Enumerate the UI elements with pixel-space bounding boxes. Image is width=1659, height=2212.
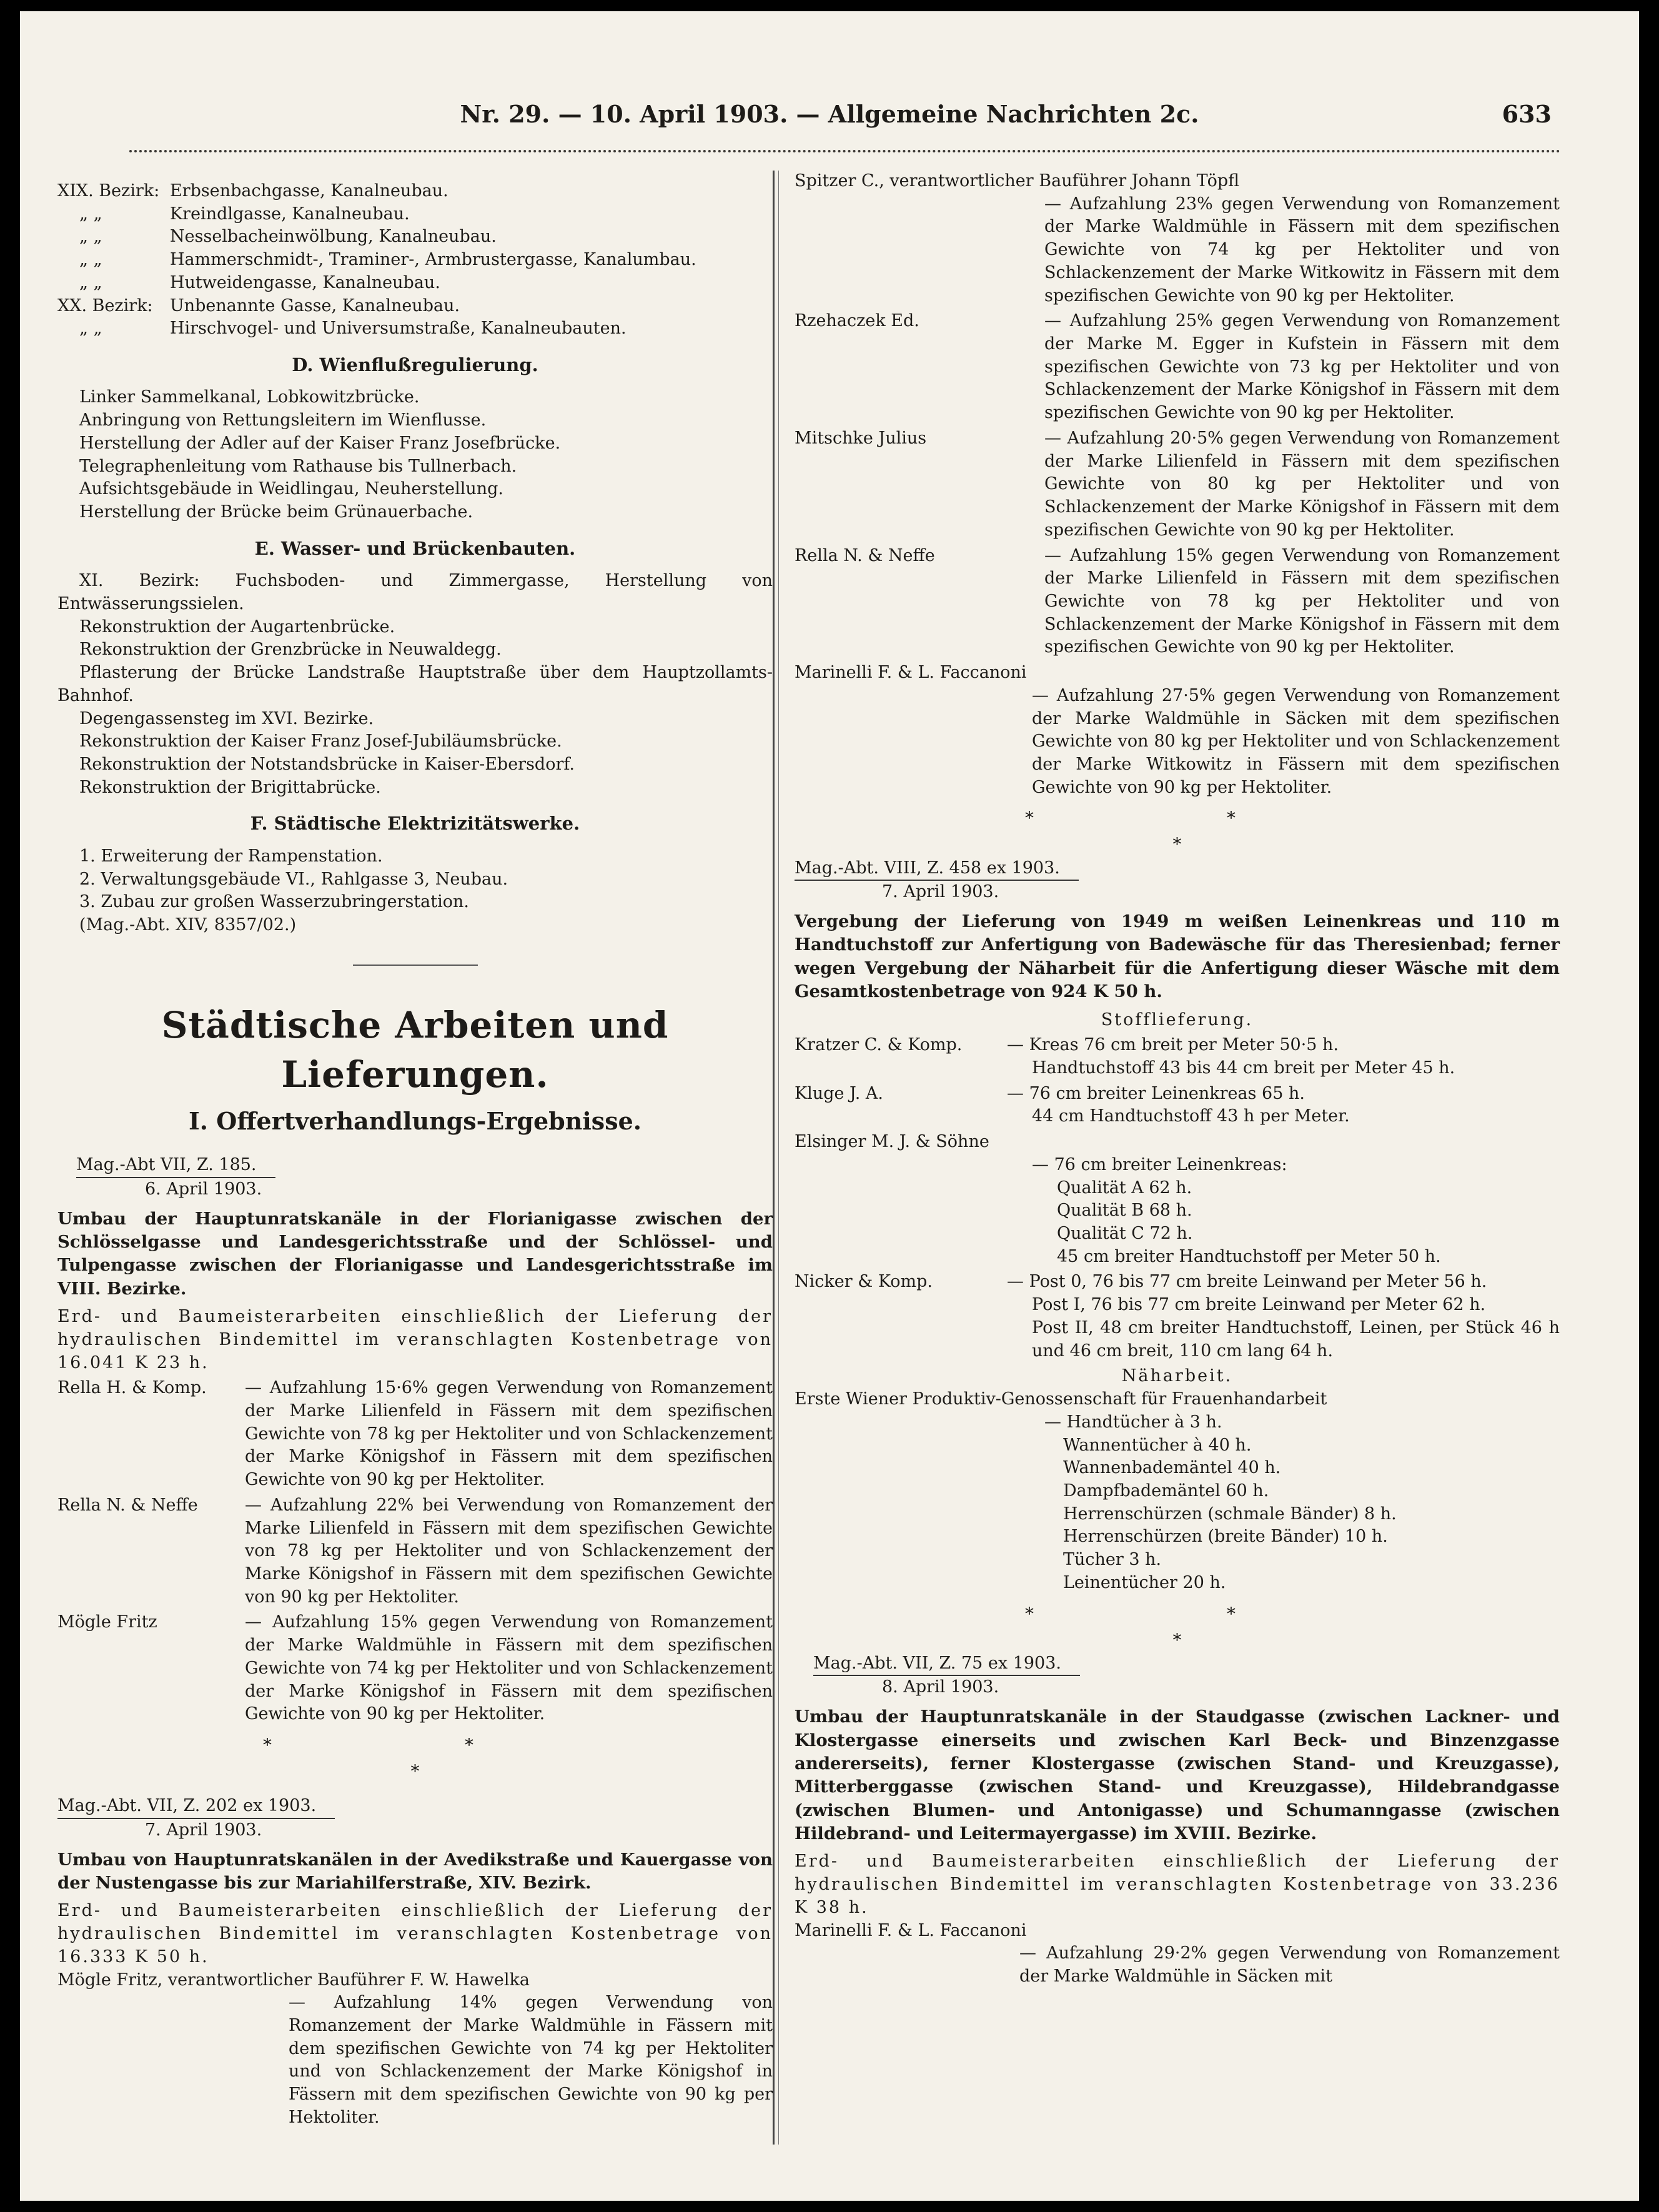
bid-line: Qualität A 62 h. — [1057, 1178, 1192, 1198]
bid-entry — [795, 1034, 1560, 1079]
bidder-name: Spitzer C., verantwortlicher Bauführer Johann Töpfl — [795, 171, 1240, 191]
column-divider — [773, 171, 775, 2145]
bid-entry — [57, 1611, 773, 1726]
bidder-name: Rella H. & Komp. — [57, 1378, 207, 1398]
bidder-name: Rella N. & Neffe — [57, 1495, 198, 1515]
bidder-name: Kratzer C. & Komp. — [795, 1035, 963, 1055]
bid-line: Wannentücher à 40 h. — [1063, 1435, 1252, 1455]
list-item: Herstellung der Adler auf der Kaiser Franz Josefbrücke. — [79, 433, 561, 453]
page-header-title: Nr. 29. — 10. April 1903. — Allgemeine Nachrichten 2c. — [460, 100, 1199, 128]
bid-text: — Aufzahlung 20·5% gegen Verwendung von Romanzement der Marke Lilienfeld in Fässern mit dem spezifischen Gewichte von 80 kg per Hektoliter und von Schlackenzement der Marke Königshof in Fässern mit dem spezifischen Gewichte von 90 kg per Hektoliter. — [1044, 428, 1560, 540]
tender-intro: Erd- und Baumeisterarbeiten einschließlich der Lieferung der hydraulischen Bindemittel im veranschlagten Kostenbetrage von 33.236 K 38 h. — [795, 1852, 1560, 1917]
tender-date: 7. April 1903. — [145, 1820, 262, 1840]
column-divider-thin — [778, 171, 779, 2145]
bid-line: Qualität B 68 h. — [1057, 1201, 1192, 1221]
list-item: Anbringung von Rettungsleitern im Wienflusse. — [79, 410, 487, 430]
list-item: Rekonstruktion der Augartenbrücke. — [79, 617, 395, 637]
bid-text: — Aufzahlung 27·5% gegen Verwendung von Romanzement der Marke Waldmühle in Säcken mit dem spezifischen Gewichte von 80 kg per Hektoliter und von Schlackenzement der Marke Witkowitz in Fässern mit dem spezifischen Gewichte von 90 kg per Hektoliter. — [1032, 685, 1560, 797]
bid-line: — Kreas 76 cm breit per Meter 50·5 h. — [1007, 1035, 1339, 1055]
bidder-name: Erste Wiener Produktiv-Genossenschaft für Frauenhandarbeit — [795, 1389, 1327, 1409]
tender-title: Umbau der Hauptunratskanäle in der Staudgasse (zwischen Lackner- und Klostergasse einerseits und zwischen Karl Beck- und Binzenzgasse andererseits), ferner Klostergasse (zwischen Stand- und Kreuzgasse), Mitterberggasse (zwischen Stand- und Kreuzgasse), Hildebrandgasse (zwischen Blumen- und Antonigasse) und Schumanngasse (zwischen Hildebrand- und Leitermayergasse) im XVIII. Bezirke. — [795, 1707, 1560, 1844]
bezirk-prefix: „ „ — [79, 204, 102, 224]
bezirk-row — [57, 249, 773, 272]
reference-number: Mag.-Abt. VII, Z. 202 ex 1903. — [57, 1795, 335, 1819]
bezirk-prefix: „ „ — [79, 250, 102, 270]
tender-block — [57, 1795, 773, 2129]
bid-text: — Aufzahlung 14% gegen Verwendung von Romanzement der Marke Waldmühle in Fässern mit dem spezifischen Gewichte von 74 kg per Hektoliter und von Schlackenzement der Marke Königshof in Fässern mit dem spezifischen Gewichte von 90 kg per Hektoliter. — [289, 1993, 773, 2127]
asterisk-separator-lower: * — [1172, 1629, 1182, 1650]
bid-text: — Aufzahlung 25% gegen Verwendung von Romanzement der Marke M. Egger in Kufstein in Fässern mit dem spezifischen Gewichte von 73 kg per Hektoliter und von Schlackenzement der Marke Königshof in Fässern mit dem spezifischen Gewichte von 90 kg per Hektoliter. — [1044, 311, 1560, 423]
tender-date: 8. April 1903. — [882, 1677, 999, 1697]
list-item: Rekonstruktion der Kaiser Franz Josef-Jubiläumsbrücke. — [79, 732, 562, 751]
list-item: Rekonstruktion der Brigittabrücke. — [79, 777, 381, 797]
right-column — [795, 170, 1560, 1988]
section-separator — [353, 965, 478, 966]
bezirk-row — [57, 226, 773, 249]
bidder-name: Nicker & Komp. — [795, 1272, 933, 1292]
bezirk-text: Unbenannte Gasse, Kanalneubau. — [170, 295, 460, 315]
bid-line: — 76 cm breiter Leinenkreas 65 h. — [1007, 1083, 1305, 1103]
list-item: 1. Erweiterung der Rampenstation. — [79, 846, 383, 866]
bid-text: — Aufzahlung 15% gegen Verwendung von Romanzement der Marke Waldmühle in Fässern mit dem spezifischen Gewichte von 74 kg per Hektoliter und von Schlackenzement der Marke Königshof in Fässern mit dem spezifischen Gewichte von 90 kg per Hektoliter. — [245, 1612, 773, 1724]
bezirk-text: Kreindlgasse, Kanalneubau. — [170, 204, 410, 224]
tender-title: Umbau von Hauptunratskanälen in der Avedikstraße und Kauergasse von der Nustengasse bis zur Mariahilferstraße, XIV. Bezirk. — [57, 1849, 773, 1893]
newspaper-page — [20, 11, 1639, 2201]
list-item: Linker Sammelkanal, Lobkowitzbrücke. — [79, 387, 420, 407]
bidder-name: Rella N. & Neffe — [795, 545, 935, 565]
bid-text: — Aufzahlung 15·6% gegen Verwendung von Romanzement der Marke Lilienfeld in Fässern mit dem spezifischen Gewichte von 78 kg per Hektoliter und von Schlackenzement der Marke Königshof in Fässern mit dem spezifischen Gewichte von 90 kg per Hektoliter. — [245, 1378, 773, 1490]
bidder-name: Mitschke Julius — [795, 428, 927, 448]
list-item: XI. Bezirk: Fuchsboden- und Zimmergasse, Herstellung von Entwässerungssielen. — [57, 571, 773, 613]
bezirk-row — [57, 180, 773, 203]
bidder-name: Kluge J. A. — [795, 1083, 884, 1103]
list-item: 2. Verwaltungsgebäude VI., Rahlgasse 3, Neubau. — [79, 869, 508, 889]
bid-line: Handtuchstoff 43 bis 44 cm breit per Meter 45 h. — [1032, 1058, 1455, 1078]
section-e-title: E. Wasser- und Brückenbauten. — [254, 537, 576, 559]
bezirk-list — [57, 180, 773, 340]
bid-line: — Handtücher à 3 h. — [1044, 1412, 1222, 1432]
bezirk-row — [57, 203, 773, 226]
bezirk-row — [57, 272, 773, 295]
bid-line: Post I, 76 bis 77 cm breite Leinwand per Meter 62 h. — [1032, 1295, 1486, 1315]
bezirk-prefix: XX. Bezirk: — [57, 295, 153, 315]
bid-line: Wannenbademäntel 40 h. — [1063, 1458, 1281, 1478]
tender-block — [795, 1652, 1560, 1988]
bid-text: — Aufzahlung 29·2% gegen Verwendung von Romanzement der Marke Waldmühle in Säcken mit — [1019, 1943, 1560, 1986]
bid-lines — [1007, 1083, 1560, 1128]
section-d-list — [57, 386, 773, 523]
list-item: Herstellung der Brücke beim Grünauerbache. — [79, 502, 473, 522]
asterisk-separator-lower: * — [1172, 834, 1182, 855]
bezirk-text: Erbsenbachgasse, Kanalneubau. — [170, 181, 448, 201]
bid-line: Dampfbademäntel 60 h. — [1063, 1480, 1269, 1500]
bezirk-row — [57, 295, 773, 318]
list-item: Telegraphenleitung vom Rathause bis Tullnerbach. — [79, 456, 517, 476]
main-title: Städtische Arbeiten und Lieferungen. — [161, 1003, 669, 1096]
list-item: Rekonstruktion der Grenzbrücke in Neuwaldegg. — [79, 640, 502, 660]
bid-entry — [795, 545, 1560, 660]
bid-line: Herrenschürzen (breite Bänder) 10 h. — [1063, 1527, 1388, 1547]
bid-text: — Aufzahlung 23% gegen Verwendung von Romanzement der Marke Waldmühle in Fässern mit dem spezifischen Gewichte von 74 kg per Hektoliter und von Schlackenzement der Marke Witkowitz in Fässern mit dem spezifischen Gewichte von 90 kg per Hektoliter. — [1044, 194, 1560, 305]
header-dotted-rule — [129, 150, 1561, 152]
bid-line: — Post 0, 76 bis 77 cm breite Leinwand per Meter 56 h. — [1007, 1272, 1487, 1292]
bezirk-text: Hammerschmidt-, Traminer-, Armbrustergasse, Kanalumbau. — [170, 250, 696, 270]
bid-line: — 76 cm breiter Leinenkreas: — [1032, 1154, 1287, 1174]
bid-line: Leinentücher 20 h. — [1063, 1572, 1226, 1592]
bid-lines — [1007, 1034, 1560, 1079]
list-item: Pflasterung der Brücke Landstraße Hauptstraße über dem Hauptzollamts-Bahnhof. — [57, 663, 773, 705]
tender-block — [57, 1154, 773, 1783]
sub-title: I. Offertverhandlungs-Ergebnisse. — [189, 1107, 641, 1136]
bid-entry — [795, 310, 1560, 425]
bezirk-prefix: „ „ — [79, 319, 102, 339]
bid-lines — [795, 1411, 1560, 1595]
reference-number: Mag.-Abt. VIII, Z. 458 ex 1903. — [795, 857, 1079, 881]
subsection-heading: Stofflieferung. — [1101, 1009, 1254, 1029]
bezirk-text: Nesselbacheinwölbung, Kanalneubau. — [170, 227, 497, 247]
tender-block — [795, 857, 1560, 1652]
asterisk-separator-lower: * — [410, 1761, 420, 1782]
bid-entry — [795, 1083, 1560, 1128]
bid-text: — Aufzahlung 22% bei Verwendung von Romanzement der Marke Lilienfeld in Fässern mit dem spezifischen Gewichte von 78 kg per Hektoliter und von Schlackenzement der Marke Königshof in Fässern mit dem spezifischen Gewichte von 90 kg per Hektoliter. — [245, 1495, 773, 1607]
bezirk-text: Hutweidengasse, Kanalneubau. — [170, 272, 440, 292]
bid-entry — [57, 1494, 773, 1609]
tender-date: 7. April 1903. — [882, 882, 999, 902]
bezirk-row — [57, 317, 773, 340]
bidder-name: Marinelli F. & L. Faccanoni — [795, 663, 1027, 683]
reference-number: Mag.-Abt. VII, Z. 75 ex 1903. — [813, 1652, 1080, 1677]
reference-number: Mag.-Abt VII, Z. 185. — [76, 1154, 275, 1178]
section-d-title: D. Wienflußregulierung. — [292, 354, 538, 376]
bid-line: Tücher 3 h. — [1063, 1550, 1162, 1570]
bid-line: Herrenschürzen (schmale Bänder) 8 h. — [1063, 1504, 1397, 1524]
section-f-title: F. Städtische Elektrizitätswerke. — [250, 813, 580, 835]
bid-entry — [795, 1271, 1560, 1362]
list-item: 3. Zubau zur großen Wasserzubringerstation. — [79, 892, 469, 912]
subsection-heading: Näharbeit. — [1121, 1366, 1233, 1386]
bid-lines — [1007, 1271, 1560, 1362]
bid-line: Post II, 48 cm breiter Handtuchstoff, Leinen, per Stück 46 h und 46 cm breit, 110 cm lang 64 h. — [1032, 1317, 1560, 1361]
tender-title: Umbau der Hauptunratskanäle in der Florianigasse zwischen der Schlösselgasse und Landesgerichtsstraße und der Schlössel- und Tulpengasse zwischen der Florianigasse und Landesgerichtsstraße im VIII. Bezirke. — [57, 1208, 773, 1299]
bidder-name: Marinelli F. & L. Faccanoni — [795, 1920, 1027, 1940]
bidder-name: Mögle Fritz — [57, 1612, 157, 1632]
bid-line: 45 cm breiter Handtuchstoff per Meter 50 h. — [1057, 1246, 1441, 1266]
bezirk-prefix: „ „ — [79, 227, 102, 247]
list-item: Degengassensteg im XVI. Bezirke. — [79, 708, 374, 728]
page-number: 633 — [1502, 100, 1552, 128]
section-e-list — [57, 570, 773, 799]
bezirk-prefix: „ „ — [79, 272, 102, 292]
asterisk-separator: * * — [1025, 808, 1329, 829]
tender-title: Vergebung der Lieferung von 1949 m weißen Leinenkreas und 110 m Handtuchstoff zur Anfertigung von Badewäsche für das Theresienbad; ferner wegen Vergebung der Näharbeit für die Anfertigung dieser Wäsche mit dem Gesamtkostenbetrage von 924 K 50 h. — [795, 911, 1560, 1002]
left-column — [57, 180, 773, 2130]
list-item: Aufsichtsgebäude in Weidlingau, Neuherstellung. — [79, 479, 503, 499]
asterisk-separator: * * — [263, 1735, 567, 1756]
bezirk-prefix: XIX. Bezirk: — [57, 181, 160, 201]
asterisk-separator: * * — [1025, 1603, 1329, 1624]
tender-intro: Erd- und Baumeisterarbeiten einschließlich der Lieferung der hydraulischen Bindemittel im veranschlagten Kostenbetrage von 16.041 K 23 h. — [57, 1307, 773, 1372]
bid-text: — Aufzahlung 15% gegen Verwendung von Romanzement der Marke Lilienfeld in Fässern mit dem spezifischen Gewichte von 78 kg per Hektoliter und von Schlackenzement der Marke Königshof in Fässern mit dem spezifischen Gewichte von 90 kg per Hektoliter. — [1044, 545, 1560, 657]
tender-intro: Erd- und Baumeisterarbeiten einschließlich der Lieferung der hydraulischen Bindemittel im veranschlagten Kostenbetrage von 16.333 K 50 h. — [57, 1901, 773, 1966]
bidder-name: Rzehaczek Ed. — [795, 311, 919, 331]
bezirk-text: Hirschvogel- und Universumstraße, Kanalneubauten. — [170, 319, 626, 339]
bidder-name: Mögle Fritz, verantwortlicher Bauführer F. W. Hawelka — [57, 1970, 530, 1990]
tender-date: 6. April 1903. — [145, 1179, 262, 1199]
bid-line: Qualität C 72 h. — [1057, 1224, 1193, 1244]
list-item: Rekonstruktion der Notstandsbrücke in Kaiser-Ebersdorf. — [79, 754, 575, 774]
section-f-list — [57, 845, 773, 937]
bid-lines — [795, 1154, 1560, 1269]
list-item: (Mag.-Abt. XIV, 8357/02.) — [79, 915, 297, 935]
bid-entry — [57, 1377, 773, 1492]
bid-line: 44 cm Handtuchstoff 43 h per Meter. — [1032, 1106, 1350, 1126]
bidder-name: Elsinger M. J. & Söhne — [795, 1132, 989, 1152]
bid-entry — [795, 427, 1560, 542]
